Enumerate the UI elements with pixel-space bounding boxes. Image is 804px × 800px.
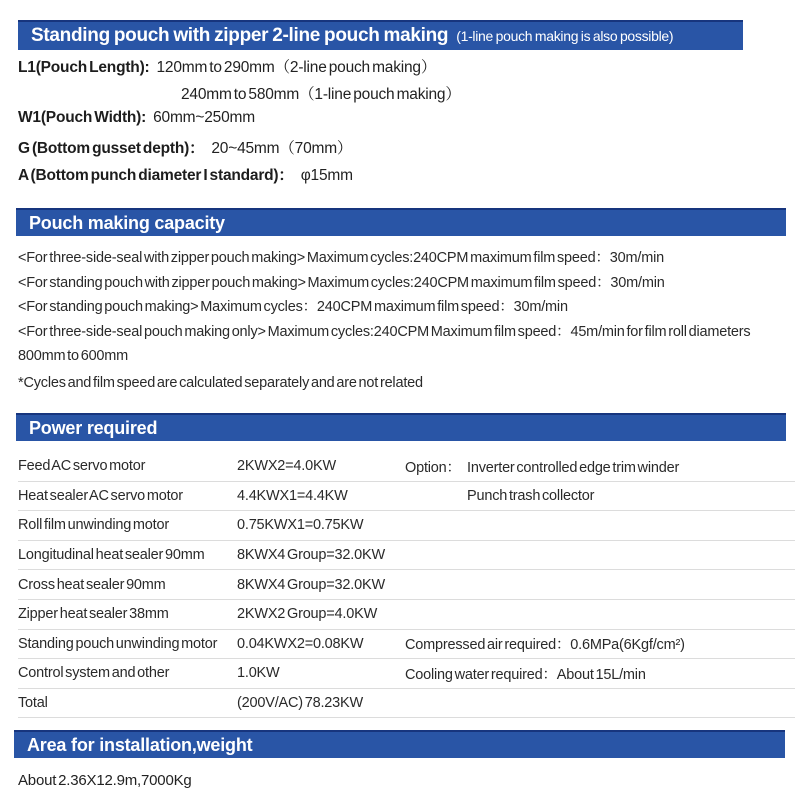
- row-item: Control system and other: [18, 665, 170, 682]
- option-value: Punch trash collector: [467, 487, 595, 504]
- section-header-pouch-making: [18, 20, 743, 50]
- capacity-line: <For standing pouch making> Maximum cycles：240CPM maximum film speed：30m/min: [18, 299, 568, 315]
- spec-value: 20~45mm（70mm）: [211, 140, 353, 157]
- row-value: (200V/AC) 78.23KW: [237, 695, 363, 712]
- row-item: Standing pouch unwinding motor: [18, 635, 218, 652]
- table-row: [18, 482, 795, 512]
- spec-bottom-gusset: [18, 136, 804, 163]
- spec-label: G (Bottom gusset depth)：: [18, 140, 205, 157]
- spec-pouch-width: [18, 109, 804, 136]
- table-row: [18, 659, 795, 689]
- spec-label: L1(Pouch Length):: [18, 59, 150, 76]
- row-item: Longitudinal heat sealer 90mm: [18, 547, 205, 564]
- row-item: Zipper heat sealer 38mm: [18, 606, 169, 623]
- row-side: [405, 456, 795, 477]
- pouch-dimension-specs: [18, 55, 804, 190]
- section-header-power: [16, 413, 786, 441]
- row-side: Compressed air required：0.6MPa(6Kgf/cm²): [405, 637, 685, 654]
- spec-label: W1(Pouch Width):: [18, 109, 147, 126]
- spec-value: φ15mm: [300, 167, 353, 184]
- capacity-line: <For three-side-seal with zipper pouch making> Maximum cycles:240CPM maximum film speed：30m/min: [18, 250, 664, 266]
- section-title: Power required: [29, 417, 158, 438]
- table-row: [18, 511, 795, 541]
- capacity-note: *Cycles and film speed are calculated separately and are not related: [18, 374, 423, 391]
- row-item: Feed AC servo motor: [18, 458, 146, 475]
- capacity-lines: [18, 246, 804, 395]
- row-item: Roll film unwinding motor: [18, 517, 169, 534]
- spec-pouch-length-continued: [18, 82, 804, 109]
- row-value: 2KWX2=4.0KW: [237, 458, 336, 475]
- capacity-line: <For standing pouch with zipper pouch making> Maximum cycles:240CPM maximum film speed：30m/min: [18, 274, 665, 291]
- row-item: Heat sealer AC servo motor: [18, 487, 183, 504]
- section-title: Pouch making capacity: [29, 212, 225, 233]
- spec-value: 120mm to 290mm（2-line pouch making）: [156, 59, 437, 76]
- row-value: 2KWX2 Group=4.0KW: [237, 606, 378, 623]
- spec-value: 240mm to 580mm（1-line pouch making）: [181, 86, 461, 103]
- spec-value: 60mm~250mm: [153, 109, 255, 126]
- section-title: Standing pouch with zipper 2-line pouch making: [31, 25, 449, 46]
- table-row: [18, 600, 795, 630]
- table-row: [18, 541, 795, 571]
- section-title: Area for installation,weight: [27, 734, 253, 755]
- power-table: [18, 452, 795, 718]
- table-row-total: [18, 689, 795, 719]
- row-value: 8KWX4 Group=32.0KW: [237, 547, 385, 564]
- capacity-line-continued: 800mm to 600mm: [18, 348, 129, 364]
- section-header-installation: [14, 730, 785, 758]
- installation-value: About 2.36X12.9m,7000Kg: [18, 772, 192, 790]
- spec-label: A (Bottom punch diameter I standard)：: [18, 167, 294, 184]
- table-row: [18, 630, 795, 660]
- row-value: 1.0KW: [237, 665, 280, 682]
- section-subtitle: (1-line pouch making is also possible): [456, 28, 674, 44]
- row-item: Cross heat sealer 90mm: [18, 576, 166, 593]
- row-side: [405, 488, 795, 504]
- option-label: Option：: [405, 459, 461, 476]
- spec-bottom-punch: [18, 163, 804, 190]
- option-value: Inverter controlled edge trim winder: [467, 459, 680, 476]
- row-side: Cooling water required：About 15L/min: [405, 666, 646, 683]
- row-item: Total: [18, 695, 48, 712]
- section-header-capacity: [16, 208, 786, 236]
- capacity-line: <For three-side-seal pouch making only> Maximum cycles:240CPM Maximum film speed：45m/min for film roll diameters: [18, 323, 751, 340]
- row-value: 8KWX4 Group=32.0KW: [237, 576, 385, 593]
- table-row: [18, 452, 795, 482]
- row-value: 0.75KWX1=0.75KW: [237, 517, 364, 534]
- spec-pouch-length: [18, 55, 804, 82]
- row-value: 4.4KWX1=4.4KW: [237, 487, 348, 504]
- table-row: [18, 570, 795, 600]
- row-value: 0.04KWX2=0.08KW: [237, 635, 364, 652]
